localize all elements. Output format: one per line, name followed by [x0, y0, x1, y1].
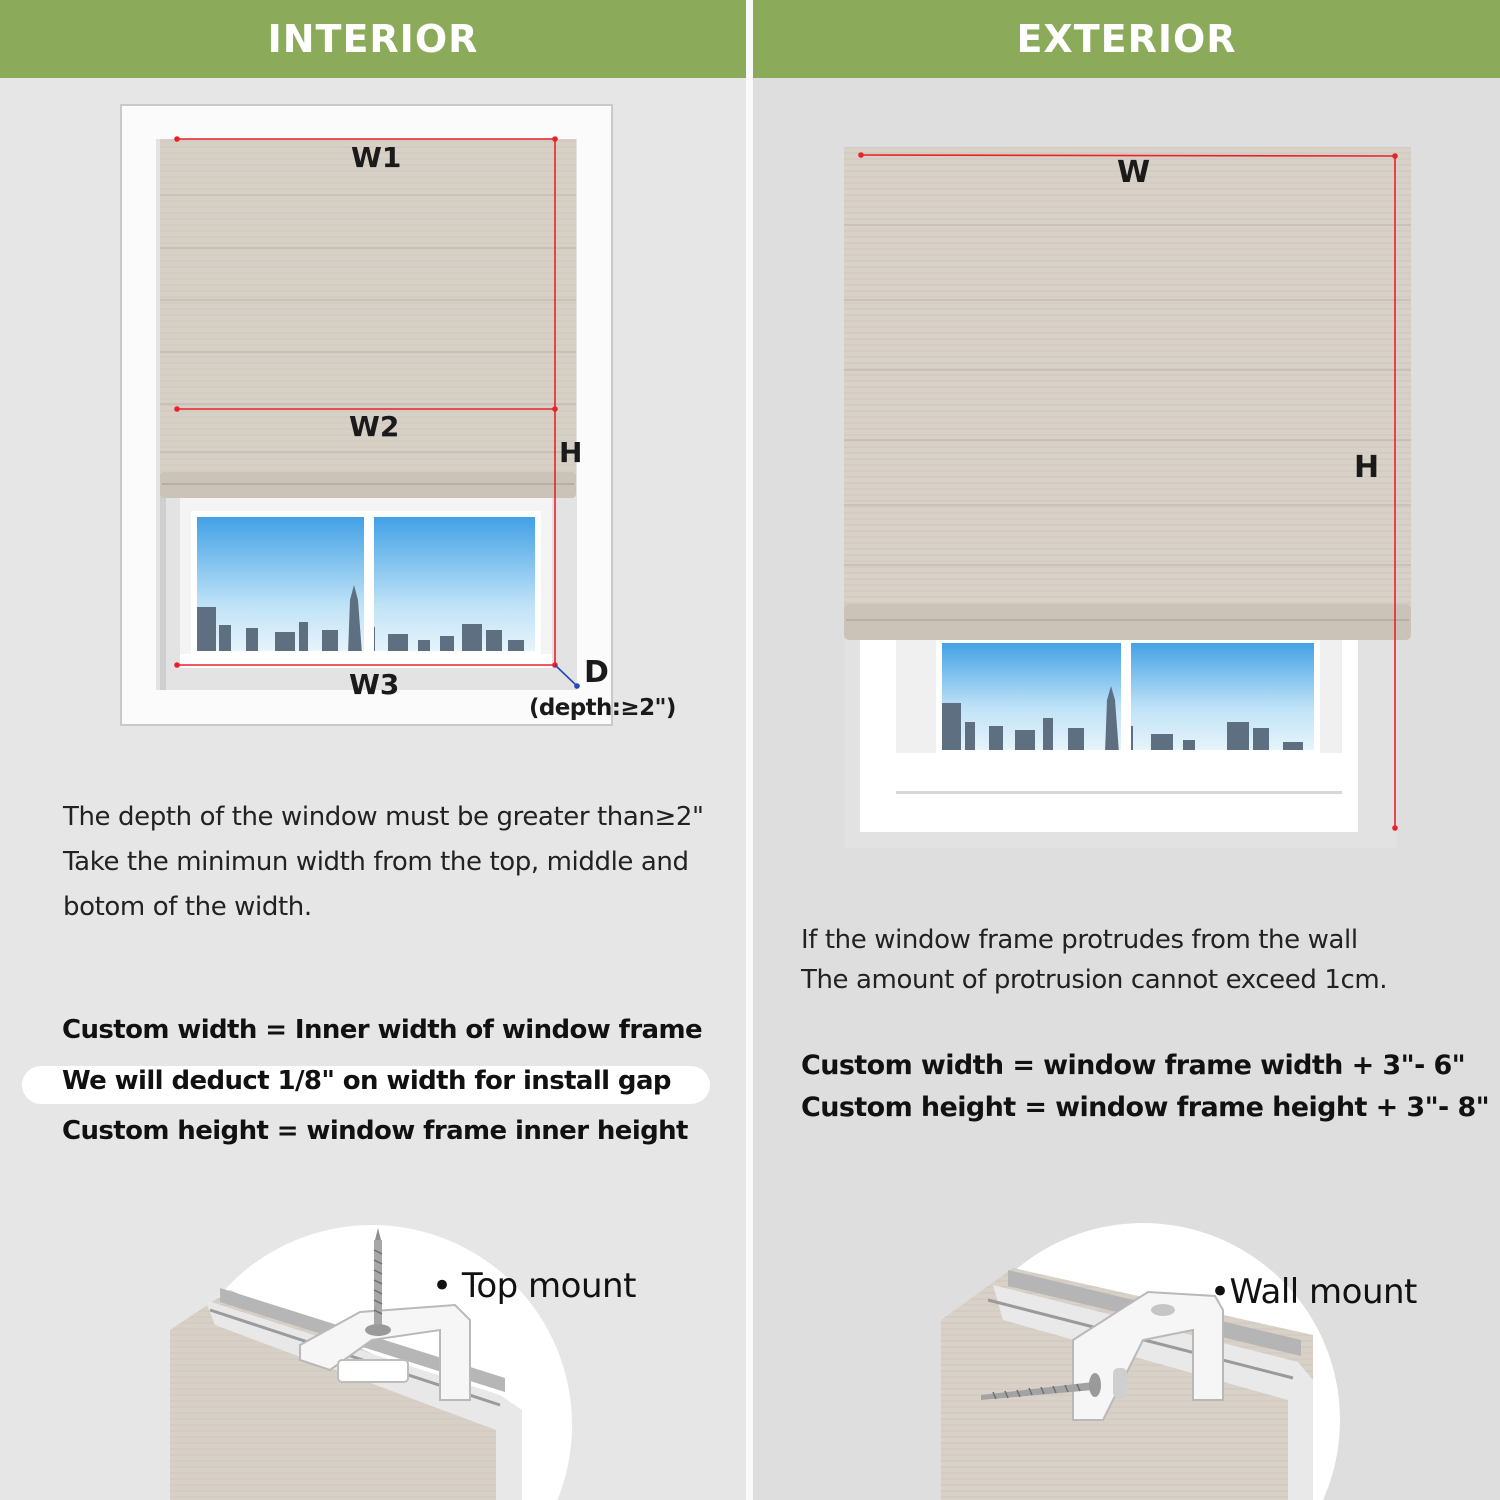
interior-shade	[160, 139, 576, 498]
h-label-interior: H	[559, 436, 583, 469]
interior-panel	[0, 0, 746, 1500]
exterior-description-line-1: If the window frame protrudes from the wall	[801, 925, 1358, 955]
w1-label: W1	[351, 141, 402, 174]
interior-rule-width: Custom width = Inner width of window frame	[62, 1015, 703, 1045]
d-label: D	[584, 655, 609, 690]
exterior-header: EXTERIOR	[753, 0, 1500, 78]
h-label-exterior: H	[1354, 450, 1380, 485]
panel-divider	[746, 0, 753, 1500]
exterior-window-icon	[845, 610, 1397, 848]
interior-rule-height: Custom height = window frame inner height	[62, 1116, 688, 1146]
interior-rule-gap: We will deduct 1/8" on width for install gap	[62, 1066, 671, 1096]
depth-label: (depth:≥2")	[529, 695, 676, 721]
top-mount-label: • Top mount	[432, 1266, 636, 1306]
interior-header: INTERIOR	[0, 0, 746, 78]
exterior-shade	[844, 147, 1411, 640]
w-label-exterior: W	[1117, 155, 1151, 190]
exterior-mount-detail	[941, 1223, 1340, 1500]
exterior-rule-height: Custom height = window frame height + 3"- 8"	[801, 1092, 1490, 1123]
interior-description-line-2: Take the minimun width from the top, middle and	[63, 847, 689, 877]
exterior-description-line-2: The amount of protrusion cannot exceed 1cm.	[801, 965, 1388, 995]
interior-description-line-1: The depth of the window must be greater than≥2"	[63, 802, 704, 832]
exterior-rule-width: Custom width = window frame width + 3"- 6"	[801, 1050, 1466, 1081]
w2-label: W2	[349, 410, 400, 443]
w3-label: W3	[349, 668, 400, 701]
interior-description-line-3: botom of the width.	[63, 892, 312, 922]
wall-mount-label: •Wall mount	[1210, 1272, 1417, 1312]
exterior-panel	[753, 0, 1500, 1500]
